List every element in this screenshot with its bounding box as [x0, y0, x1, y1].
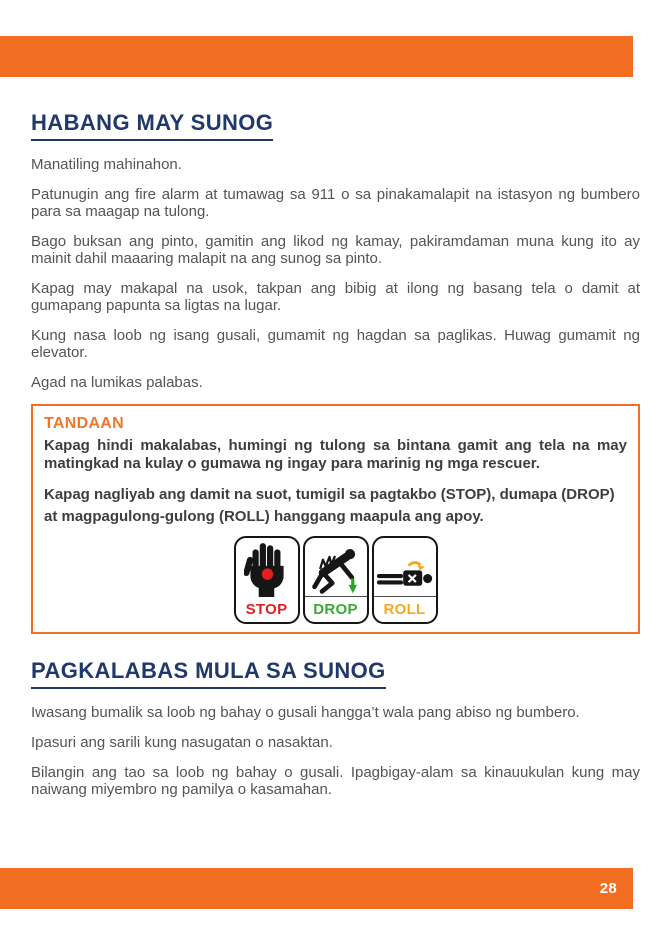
roll-figure-icon [374, 538, 436, 596]
note-paragraph: Kapag hindi makalabas, humingi ng tulong sa bintana gamit ang tela na may matingkad na kulay o gumawa ng ingay para marinig ng mga rescuer. [44, 437, 627, 472]
drop-card [303, 536, 369, 624]
paragraph: Bilangin ang tao sa loob ng bahay o gusali. Ipagbigay-alam sa kinauukulan kung may naiwang miyembro ng pamilya o kasamahan. [31, 764, 640, 798]
note-paragraph: Kapag nagliyab ang damit na suot, tumigil sa pagtakbo (STOP), dumapa (DROP) at magpagulong-gulong (ROLL) hanggang maapula ang apoy. [44, 486, 615, 525]
bottom-accent-bar [0, 868, 633, 909]
page-number: 28 [599, 880, 617, 897]
heading-habang-may-sunog: HABANG MAY SUNOG [31, 110, 273, 141]
paragraph: Iwasang bumalik sa loob ng bahay o gusali hangga’t wala pang abiso ng bumbero. [31, 704, 580, 721]
paragraph: Manatiling mahinahon. [31, 156, 182, 173]
stop-drop-roll-cards [44, 536, 627, 624]
note-box-title: TANDAAN [44, 415, 125, 432]
stop-hand-icon [236, 538, 298, 597]
roll-card [372, 536, 438, 624]
drop-card-label: DROP [305, 596, 367, 622]
roll-card-label: ROLL [374, 596, 436, 622]
stop-card [234, 536, 300, 624]
drop-figure-icon [305, 538, 367, 596]
tandaan-note-box [31, 404, 640, 634]
top-accent-bar [0, 36, 633, 77]
paragraph: Ipasuri ang sarili kung nasugatan o nasaktan. [31, 734, 333, 751]
paragraph: Agad na lumikas palabas. [31, 374, 203, 391]
paragraph: Patunugin ang fire alarm at tumawag sa 911 o sa pinakamalapit na istasyon ng bumbero para sa maagap na tulong. [31, 186, 640, 220]
paragraph: Kapag may makapal na usok, takpan ang bibig at ilong ng basang tela o damit at gumapang papunta sa ligtas na lugar. [31, 280, 640, 314]
page-content [31, 110, 640, 811]
heading-pagkalabas-mula-sa-sunog: PAGKALABAS MULA SA SUNOG [31, 658, 386, 689]
paragraph: Bago buksan ang pinto, gamitin ang likod ng kamay, pakiramdaman muna kung ito ay mainit dahil maaaring malapit na ang sunog sa pinto. [31, 233, 640, 267]
paragraph: Kung nasa loob ng isang gusali, gumamit ng hagdan sa paglikas. Huwag gumamit ng elevator. [31, 327, 640, 361]
stop-card-label: STOP [245, 601, 288, 618]
